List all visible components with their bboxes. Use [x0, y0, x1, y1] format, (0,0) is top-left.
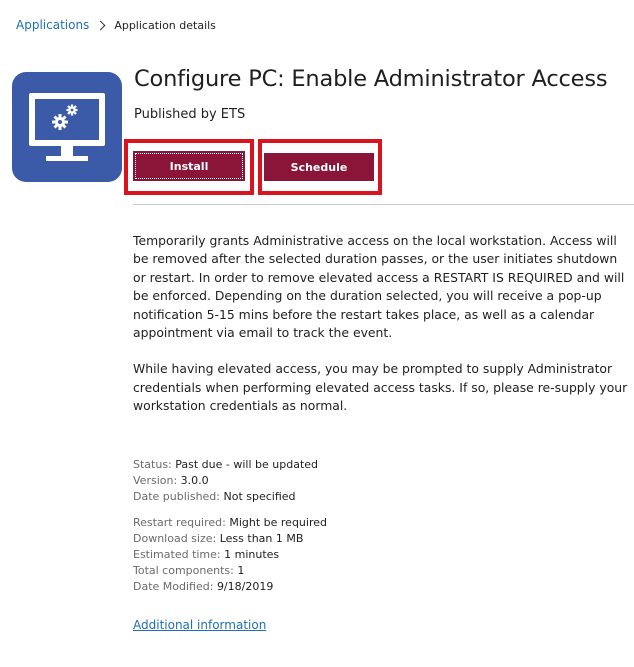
- estimated-time-row: [133, 547, 327, 563]
- status-row: [133, 457, 318, 473]
- app-description: [133, 232, 631, 434]
- estimated-time-label: Estimated time:: [133, 548, 221, 561]
- install-button[interactable]: Install: [133, 151, 245, 181]
- download-size-value: Less than 1 MB: [219, 532, 304, 545]
- details-group-2: [133, 515, 327, 595]
- total-components-row: [133, 563, 327, 579]
- version-label: Version:: [133, 474, 178, 487]
- breadcrumb-applications-link[interactable]: Applications: [16, 18, 90, 32]
- total-components-value: 1: [237, 564, 245, 577]
- download-size-row: [133, 531, 327, 547]
- app-icon-tile: [12, 72, 122, 182]
- total-components-label: Total components:: [133, 564, 234, 577]
- details-group-1: [133, 457, 318, 505]
- status-label: Status:: [133, 458, 172, 471]
- breadcrumb-current: Application details: [114, 18, 216, 32]
- version-value: 3.0.0: [180, 474, 209, 487]
- date-modified-value: 9/18/2019: [216, 580, 274, 593]
- description-paragraph-2: While having elevated access, you may be prompted to supply Administrator credentials when performing elevated access tasks. If so, please re-supply your workstation credentials as normal.: [133, 361, 628, 414]
- restart-row: [133, 515, 327, 531]
- version-row: [133, 473, 318, 489]
- app-title: Configure PC: Enable Administrator Access: [134, 66, 608, 92]
- status-value: Past due - will be updated: [175, 458, 319, 471]
- date-modified-label: Date Modified:: [133, 580, 214, 593]
- monitor-gears-icon: [12, 72, 122, 182]
- date-published-value: Not specified: [223, 490, 296, 503]
- schedule-button[interactable]: Schedule: [264, 153, 374, 181]
- date-modified-row: [133, 579, 327, 595]
- publisher-text: Published by ETS: [134, 107, 246, 122]
- date-published-label: Date published:: [133, 490, 220, 503]
- chevron-right-icon: [96, 20, 106, 30]
- date-published-row: [133, 489, 318, 505]
- divider: [133, 204, 634, 205]
- download-size-label: Download size:: [133, 532, 217, 545]
- additional-information-link[interactable]: Additional information: [133, 618, 267, 632]
- restart-value: Might be required: [229, 516, 327, 529]
- breadcrumb: [16, 18, 216, 32]
- restart-label: Restart required:: [133, 516, 226, 529]
- description-paragraph-1: Temporarily grants Administrative access on the local workstation. Access will be removed after the selected duration passes, or the user initiates shutdown or restart. In order to remove elevated access a RESTART IS REQUIRED and will be enforced. Depending on the duration selected, you will receive a pop-up notification 5-15 mins before the restart takes place, as well as a calendar appointment via email to track the event.: [133, 233, 625, 341]
- estimated-time-value: 1 minutes: [224, 548, 280, 561]
